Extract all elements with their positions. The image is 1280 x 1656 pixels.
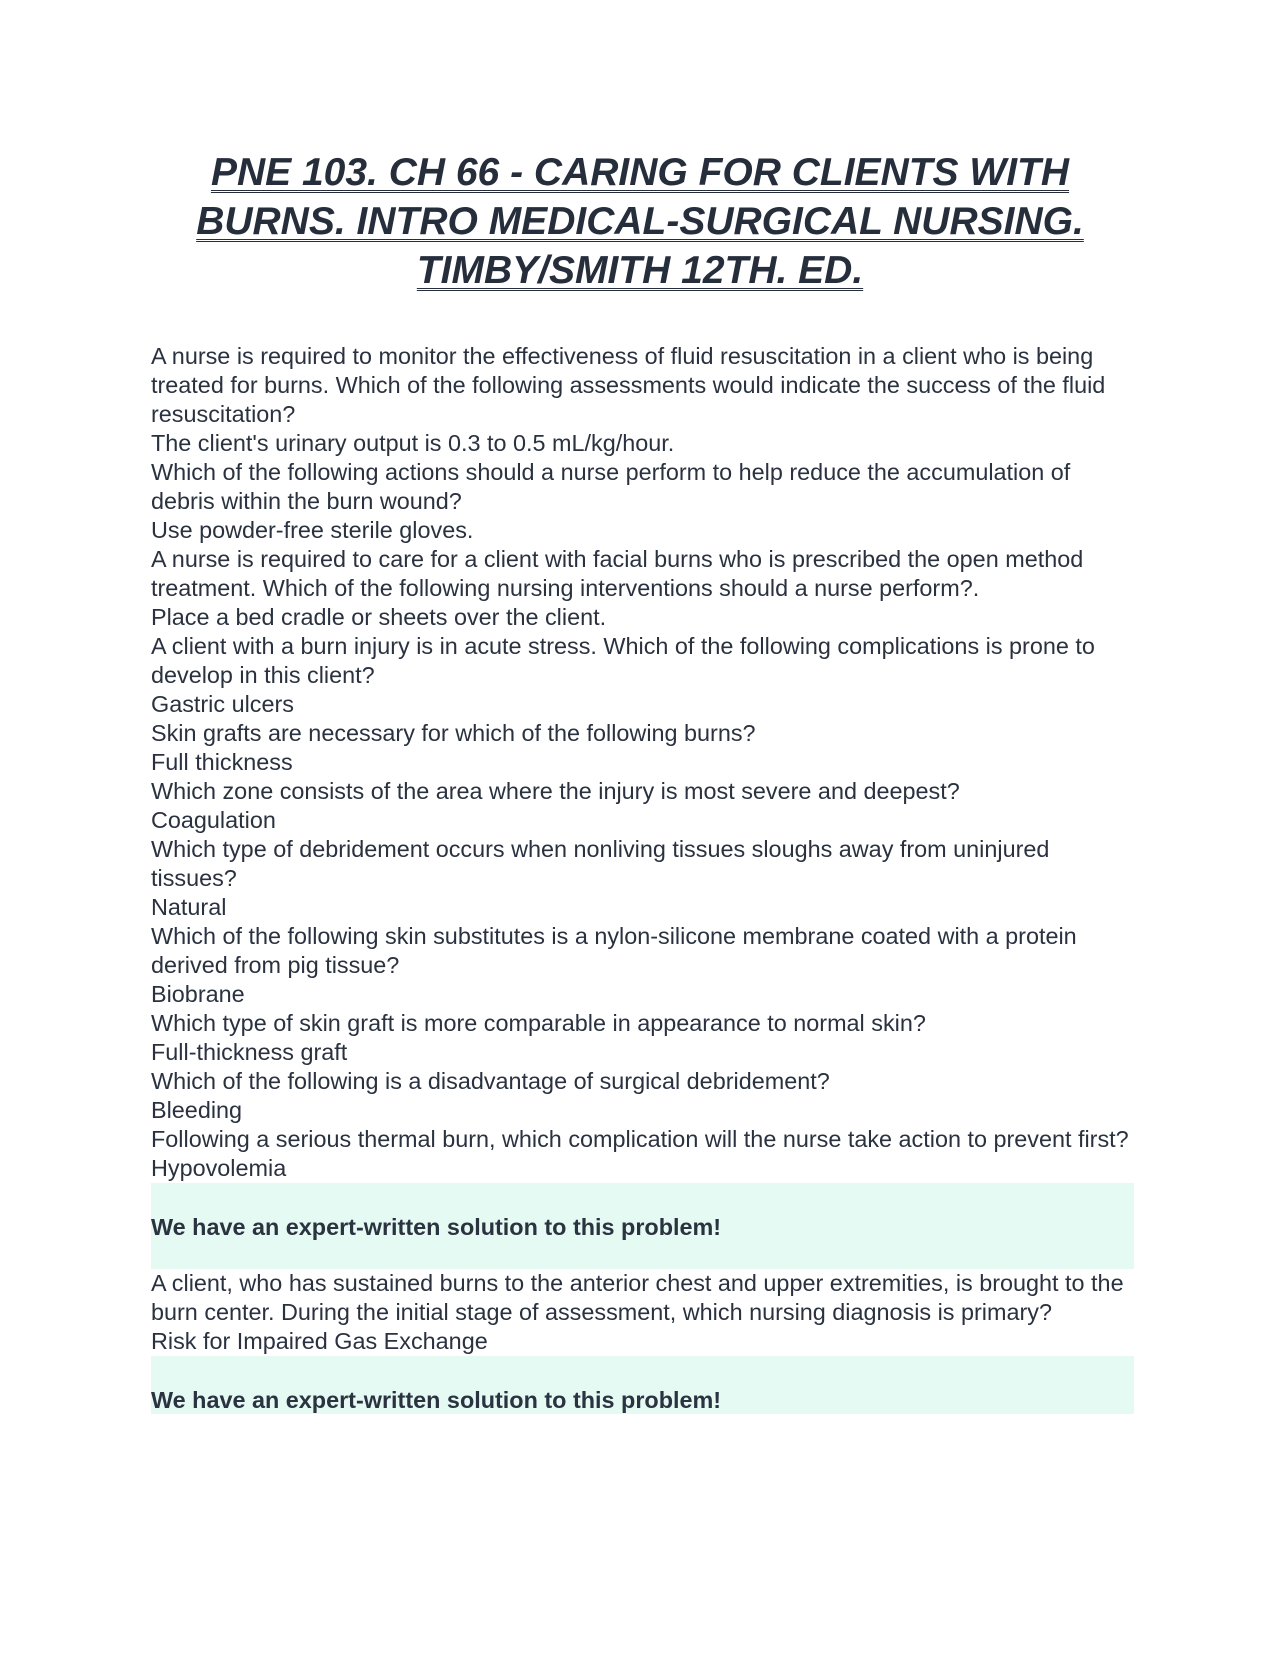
answer-thermal-burn: Hypovolemia: [151, 1155, 287, 1181]
question-skin-substitute: Which of the following skin substitutes is a nylon-silicone membrane coated with a protein derived from pig tissue?: [151, 923, 1077, 978]
question-skin-grafts: Skin grafts are necessary for which of the following burns?: [151, 720, 756, 746]
question-nursing-diagnosis: A client, who has sustained burns to the anterior chest and upper extremities, is brought to the burn center. During the initial stage of assessment, which nursing diagnosis is primary?: [151, 1270, 1124, 1325]
document-title: PNE 103. CH 66 - CARING FOR CLIENTS WITH BURNS. INTRO MEDICAL-SURGICAL NURSING. TIMBY/SMITH 12TH. ED.: [196, 151, 1084, 292]
expert-solution-text: We have an expert-written solution to this problem!: [151, 1387, 722, 1413]
answer-skin-substitute: Biobrane: [151, 981, 245, 1007]
answer-graft-appearance: Full-thickness graft: [151, 1039, 348, 1065]
question-injury-zone: Which zone consists of the area where the injury is most severe and deepest?: [151, 778, 960, 804]
answer-surgical-debridement: Bleeding: [151, 1097, 243, 1123]
answer-debridement-type: Natural: [151, 894, 227, 920]
expert-solution-callout[interactable]: [151, 1183, 1134, 1269]
answer-debris-reduction: Use powder-free sterile gloves.: [151, 517, 474, 543]
question-debridement-type: Which type of debridement occurs when nonliving tissues sloughs away from uninjured tissues?: [151, 836, 1050, 891]
answer-acute-stress: Gastric ulcers: [151, 691, 294, 717]
question-thermal-burn: Following a serious thermal burn, which complication will the nurse take action to prevent first?: [151, 1126, 1129, 1152]
document-body: [151, 342, 1134, 1414]
question-fluid-resuscitation: A nurse is required to monitor the effectiveness of fluid resuscitation in a client who is being treated for burns. Which of the following assessments would indicate the success of the fluid resuscitation?: [151, 343, 1106, 427]
answer-open-method: Place a bed cradle or sheets over the client.: [151, 604, 607, 630]
question-debris-reduction: Which of the following actions should a nurse perform to help reduce the accumulation of debris within the burn wound?: [151, 459, 1071, 514]
question-acute-stress: A client with a burn injury is in acute stress. Which of the following complications is prone to develop in this client?: [151, 633, 1095, 688]
answer-injury-zone: Coagulation: [151, 807, 276, 833]
question-open-method: A nurse is required to care for a client with facial burns who is prescribed the open method treatment. Which of the following nursing interventions should a nurse perform?.: [151, 546, 1084, 601]
question-graft-appearance: Which type of skin graft is more comparable in appearance to normal skin?: [151, 1010, 926, 1036]
answer-skin-grafts: Full thickness: [151, 749, 293, 775]
expert-solution-callout[interactable]: [151, 1356, 1134, 1414]
answer-nursing-diagnosis: Risk for Impaired Gas Exchange: [151, 1328, 488, 1354]
question-surgical-debridement: Which of the following is a disadvantage of surgical debridement?: [151, 1068, 830, 1094]
answer-fluid-resuscitation: The client's urinary output is 0.3 to 0.5 mL/kg/hour.: [151, 430, 675, 456]
expert-solution-text: We have an expert-written solution to this problem!: [151, 1214, 722, 1240]
